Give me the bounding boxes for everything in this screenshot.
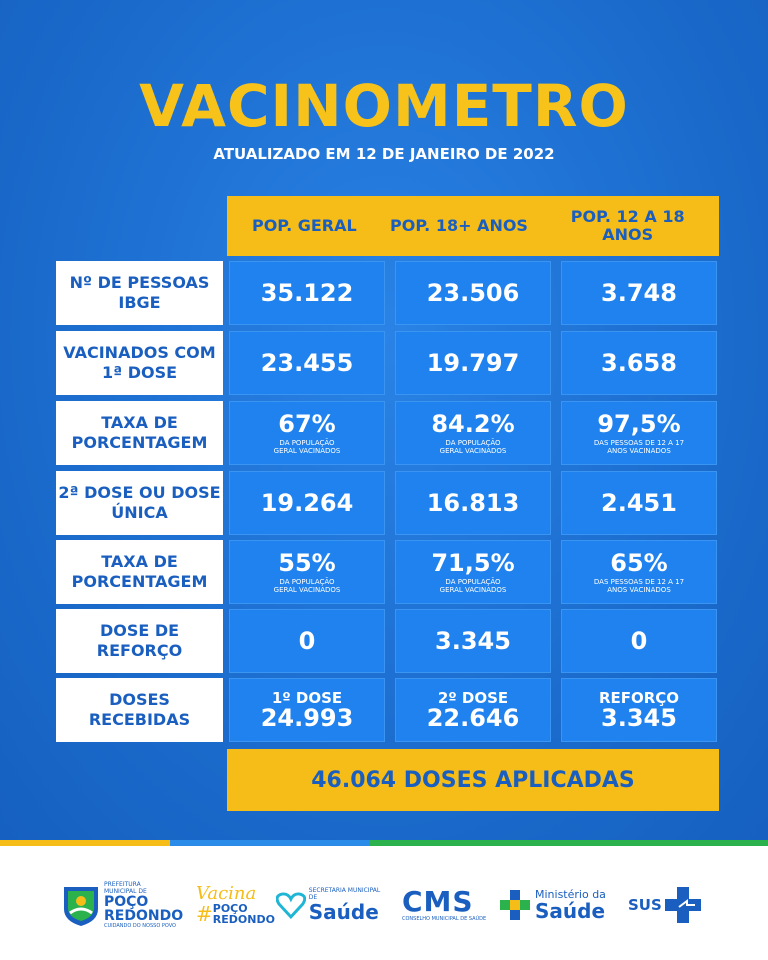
table-cell [395, 471, 551, 535]
cell-value: 16.813 [426, 489, 520, 517]
cell-value: 22.646 [426, 703, 520, 732]
row-label: VACINADOS COM 1ª DOSE [56, 331, 223, 395]
row-label: Nº DE PESSOAS IBGE [56, 261, 223, 325]
cell-note: DAS PESSOAS DE 12 A 17 ANOS VACINADOS [593, 439, 685, 455]
table-cell [395, 609, 551, 673]
vacina-script: Vacina [196, 883, 257, 904]
cell-value: 3.658 [601, 349, 677, 377]
cms-caption: CONSELHO MUNICIPAL DE SAÚDE [402, 915, 487, 922]
table-cell [561, 609, 717, 673]
column-header: POP. 12 A 18 ANOS [570, 207, 685, 244]
cell-value: 2.451 [601, 489, 677, 517]
table-cell [229, 609, 385, 673]
cell-value: 0 [630, 627, 648, 655]
cell-note: DA POPULAÇÃO GERAL VACINADOS [273, 439, 341, 455]
ministerio-caption: Ministério da [535, 887, 606, 901]
cell-note: DA POPULAÇÃO GERAL VACINADOS [439, 578, 507, 594]
cms-letters: CMS [402, 884, 474, 918]
row-label: DOSE DE REFORÇO [56, 609, 223, 673]
page-subtitle: ATUALIZADO EM 12 DE JANEIRO DE 2022 [213, 145, 555, 163]
sus-logo [628, 880, 704, 930]
cell-value: 67% [278, 410, 336, 438]
cell-value: 3.345 [435, 627, 511, 655]
cell-value: 19.264 [260, 489, 354, 517]
secretaria-caption: SECRETARIA MUNICIPAL DE [308, 887, 381, 901]
cell-value: 3.748 [601, 279, 677, 307]
cell-note: DA POPULAÇÃO GERAL VACINADOS [273, 578, 341, 594]
total-doses-banner: 46.064 DOSES APLICADAS [227, 749, 719, 811]
secretaria-saude-logo [276, 880, 390, 930]
table-cell [561, 678, 717, 742]
cell-value: 23.455 [260, 349, 354, 377]
hashtag-icon: # [196, 902, 213, 926]
table-cell [561, 401, 717, 465]
cell-note: DAS PESSOAS DE 12 A 17 ANOS VACINADOS [593, 578, 685, 594]
cell-value: 35.122 [260, 279, 354, 307]
vacina-logo [196, 880, 275, 930]
secretaria-name: Saúde [308, 900, 379, 924]
cell-value: 84.2% [431, 410, 515, 438]
ministerio-saude-logo [500, 880, 618, 930]
row-label: TAXA DE PORCENTAGEM [56, 540, 223, 604]
cell-value: 19.797 [426, 349, 520, 377]
dose-label: 2º DOSE [437, 688, 509, 707]
cell-value: 23.506 [426, 279, 520, 307]
sus-cross-icon [665, 887, 701, 923]
cell-value: 97,5% [597, 410, 681, 438]
column-header: POP. GERAL [251, 216, 357, 235]
table-cell [229, 331, 385, 395]
table-cell [395, 540, 551, 604]
prefeitura-slogan: CUIDANDO DO NOSSO POVO [104, 922, 176, 929]
cell-value: 71,5% [431, 549, 515, 577]
table-cell [395, 678, 551, 742]
row-label: 2ª DOSE OU DOSE ÚNICA [56, 471, 223, 535]
cell-value: 24.993 [260, 703, 354, 732]
prefeitura-caption: PREFEITURA MUNICIPAL DE [104, 880, 147, 895]
row-label: DOSES RECEBIDAS [56, 678, 223, 742]
table-cell [561, 471, 717, 535]
cms-logo [402, 880, 494, 930]
prefeitura-name-line2: REDONDO [104, 907, 184, 924]
vacina-line3: REDONDO [212, 913, 275, 926]
cell-value: 3.345 [601, 703, 677, 732]
prefeitura-logo [62, 880, 192, 930]
column-header: POP. 18+ ANOS [390, 216, 528, 235]
table-cell [395, 261, 551, 325]
table-cell [229, 678, 385, 742]
cell-note: DA POPULAÇÃO GERAL VACINADOS [439, 439, 507, 455]
table-cell [229, 540, 385, 604]
prefeitura-name-line1: POÇO [104, 893, 149, 910]
table-cell [395, 331, 551, 395]
table-cell [561, 261, 717, 325]
cell-value: 55% [278, 549, 336, 577]
vacina-line2: POÇO [212, 902, 248, 915]
heart-icon [276, 891, 306, 919]
page-title: VACINOMETRO [139, 72, 629, 140]
table-cell [229, 261, 385, 325]
dose-label: REFORÇO [598, 688, 680, 707]
cell-value: 65% [610, 549, 668, 577]
table-cell [395, 401, 551, 465]
table-header [227, 196, 719, 256]
shield-icon [62, 883, 100, 927]
row-label: TAXA DE PORCENTAGEM [56, 401, 223, 465]
cell-value: 0 [298, 627, 316, 655]
sus-letters: SUS [628, 896, 662, 914]
table-cell [561, 331, 717, 395]
dose-label: 1º DOSE [271, 688, 343, 707]
table-cell [561, 540, 717, 604]
ministerio-name: Saúde [535, 898, 606, 923]
table-cell [229, 401, 385, 465]
cross-icon [500, 890, 530, 920]
table-cell [229, 471, 385, 535]
